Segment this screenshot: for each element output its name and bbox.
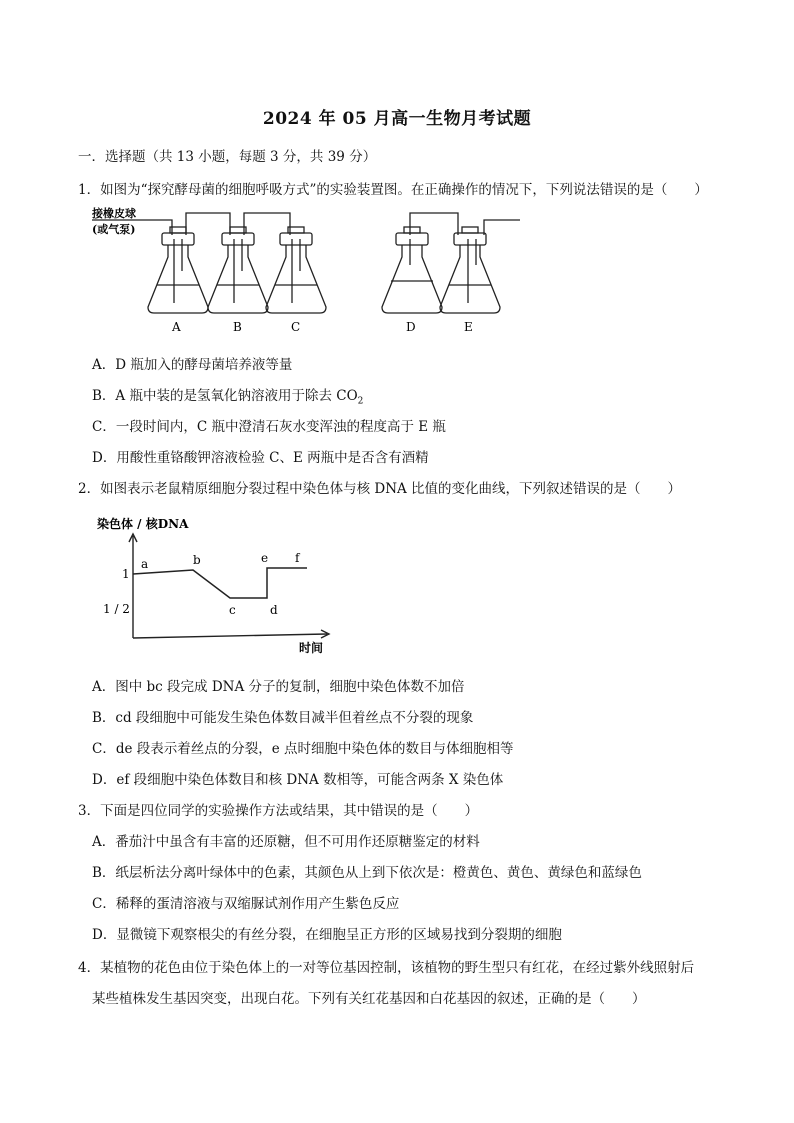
- point-a: a: [141, 557, 149, 571]
- question-1-stem: 1．如图为“探究酵母菌的细胞呼吸方式”的实验装置图。在正确操作的情况下，下列说法错误的是（ ）: [78, 182, 708, 198]
- question-4-stem-line-2: 某些植株发生基因突变，出现白花。下列有关红花基因和白花基因的叙述，正确的是（ ）: [92, 991, 646, 1007]
- x-axis: [133, 634, 327, 638]
- flask-a: [148, 227, 208, 313]
- point-f: f: [295, 551, 300, 565]
- point-c: c: [229, 603, 236, 617]
- point-e: e: [261, 551, 269, 565]
- question-3-option-b: B．纸层析法分离叶绿体中的色素，其颜色从上到下依次是：橙黄色、黄色、黄绿色和蓝绿色: [92, 865, 642, 881]
- y-tick-1: 1: [122, 567, 130, 581]
- question-2-option-c: C．de 段表示着丝点的分裂，e 点时细胞中染色体的数目与体细胞相等: [92, 741, 514, 757]
- question-1-option-b: B．A 瓶中装的是氢氧化钠溶液用于除去 $CO_2$: [92, 388, 364, 407]
- ratio-curve: [133, 568, 307, 598]
- question-3-option-c: C．稀释的蛋清溶液与双缩脲试剂作用产生紫色反应: [92, 896, 400, 912]
- flask-label-b: B: [233, 320, 242, 334]
- x-axis-label: 时间: [299, 641, 324, 655]
- question-3-option-a: A．番茄汁中虽含有丰富的还原糖，但不可用作还原糖鉴定的材料: [92, 834, 480, 850]
- flask-b: [208, 227, 268, 313]
- question-3-option-d: D．显微镜下观察根尖的有丝分裂，在细胞呈正方形的区域易找到分裂期的细胞: [92, 927, 562, 943]
- y-tick-half: 1 / 2: [103, 602, 130, 616]
- page-title: 2024 年 05 月高一生物月考试题: [262, 109, 532, 129]
- question-2-option-a: A．图中 bc 段完成 DNA 分子的复制，细胞中染色体数不加倍: [92, 679, 465, 695]
- y-axis-label: 染色体 / 核DNA: [97, 517, 189, 531]
- flask-label-a: A: [172, 320, 181, 334]
- pump-label-1: 接橡皮球: [92, 207, 136, 220]
- flask-c: [266, 227, 326, 313]
- question-2-option-b: B．cd 段细胞中可能发生染色体数目减半但着丝点不分裂的现象: [92, 710, 474, 726]
- point-b: b: [193, 553, 201, 567]
- question-3-stem: 3．下面是四位同学的实验操作方法或结果，其中错误的是（ ）: [78, 803, 479, 819]
- flask-d: [382, 227, 442, 313]
- question-1-option-a: A．D 瓶加入的酵母菌培养液等量: [92, 357, 293, 373]
- flask-label-d: D: [406, 320, 416, 334]
- point-d: d: [270, 603, 278, 617]
- flask-e: [440, 227, 500, 313]
- question-2-ratio-curve-figure: [95, 510, 345, 660]
- question-4-stem-line-1: 4．某植物的花色由位于染色体上的一对等位基因控制，该植物的野生型只有红花，在经过紫外线照射后: [78, 960, 695, 976]
- question-1-apparatus-figure: [90, 205, 530, 340]
- question-1-option-c: C．一段时间内，C 瓶中澄清石灰水变浑浊的程度高于 E 瓶: [92, 419, 446, 435]
- question-1-option-d: D．用酸性重铬酸钾溶液检验 C、E 两瓶中是否含有酒精: [92, 450, 429, 466]
- section-heading: 一．选择题（共 13 小题，每题 3 分，共 39 分）: [78, 149, 377, 165]
- question-2-option-d: D．ef 段细胞中染色体数目和核 DNA 数相等，可能含两条 X 染色体: [92, 772, 504, 788]
- question-2-stem: 2．如图表示老鼠精原细胞分裂过程中染色体与核 DNA 比值的变化曲线，下列叙述错误的是（ ）: [78, 481, 682, 497]
- pump-label-2: (或气泵): [92, 223, 136, 236]
- flask-label-c: C: [291, 320, 301, 334]
- flask-label-e: E: [464, 320, 473, 334]
